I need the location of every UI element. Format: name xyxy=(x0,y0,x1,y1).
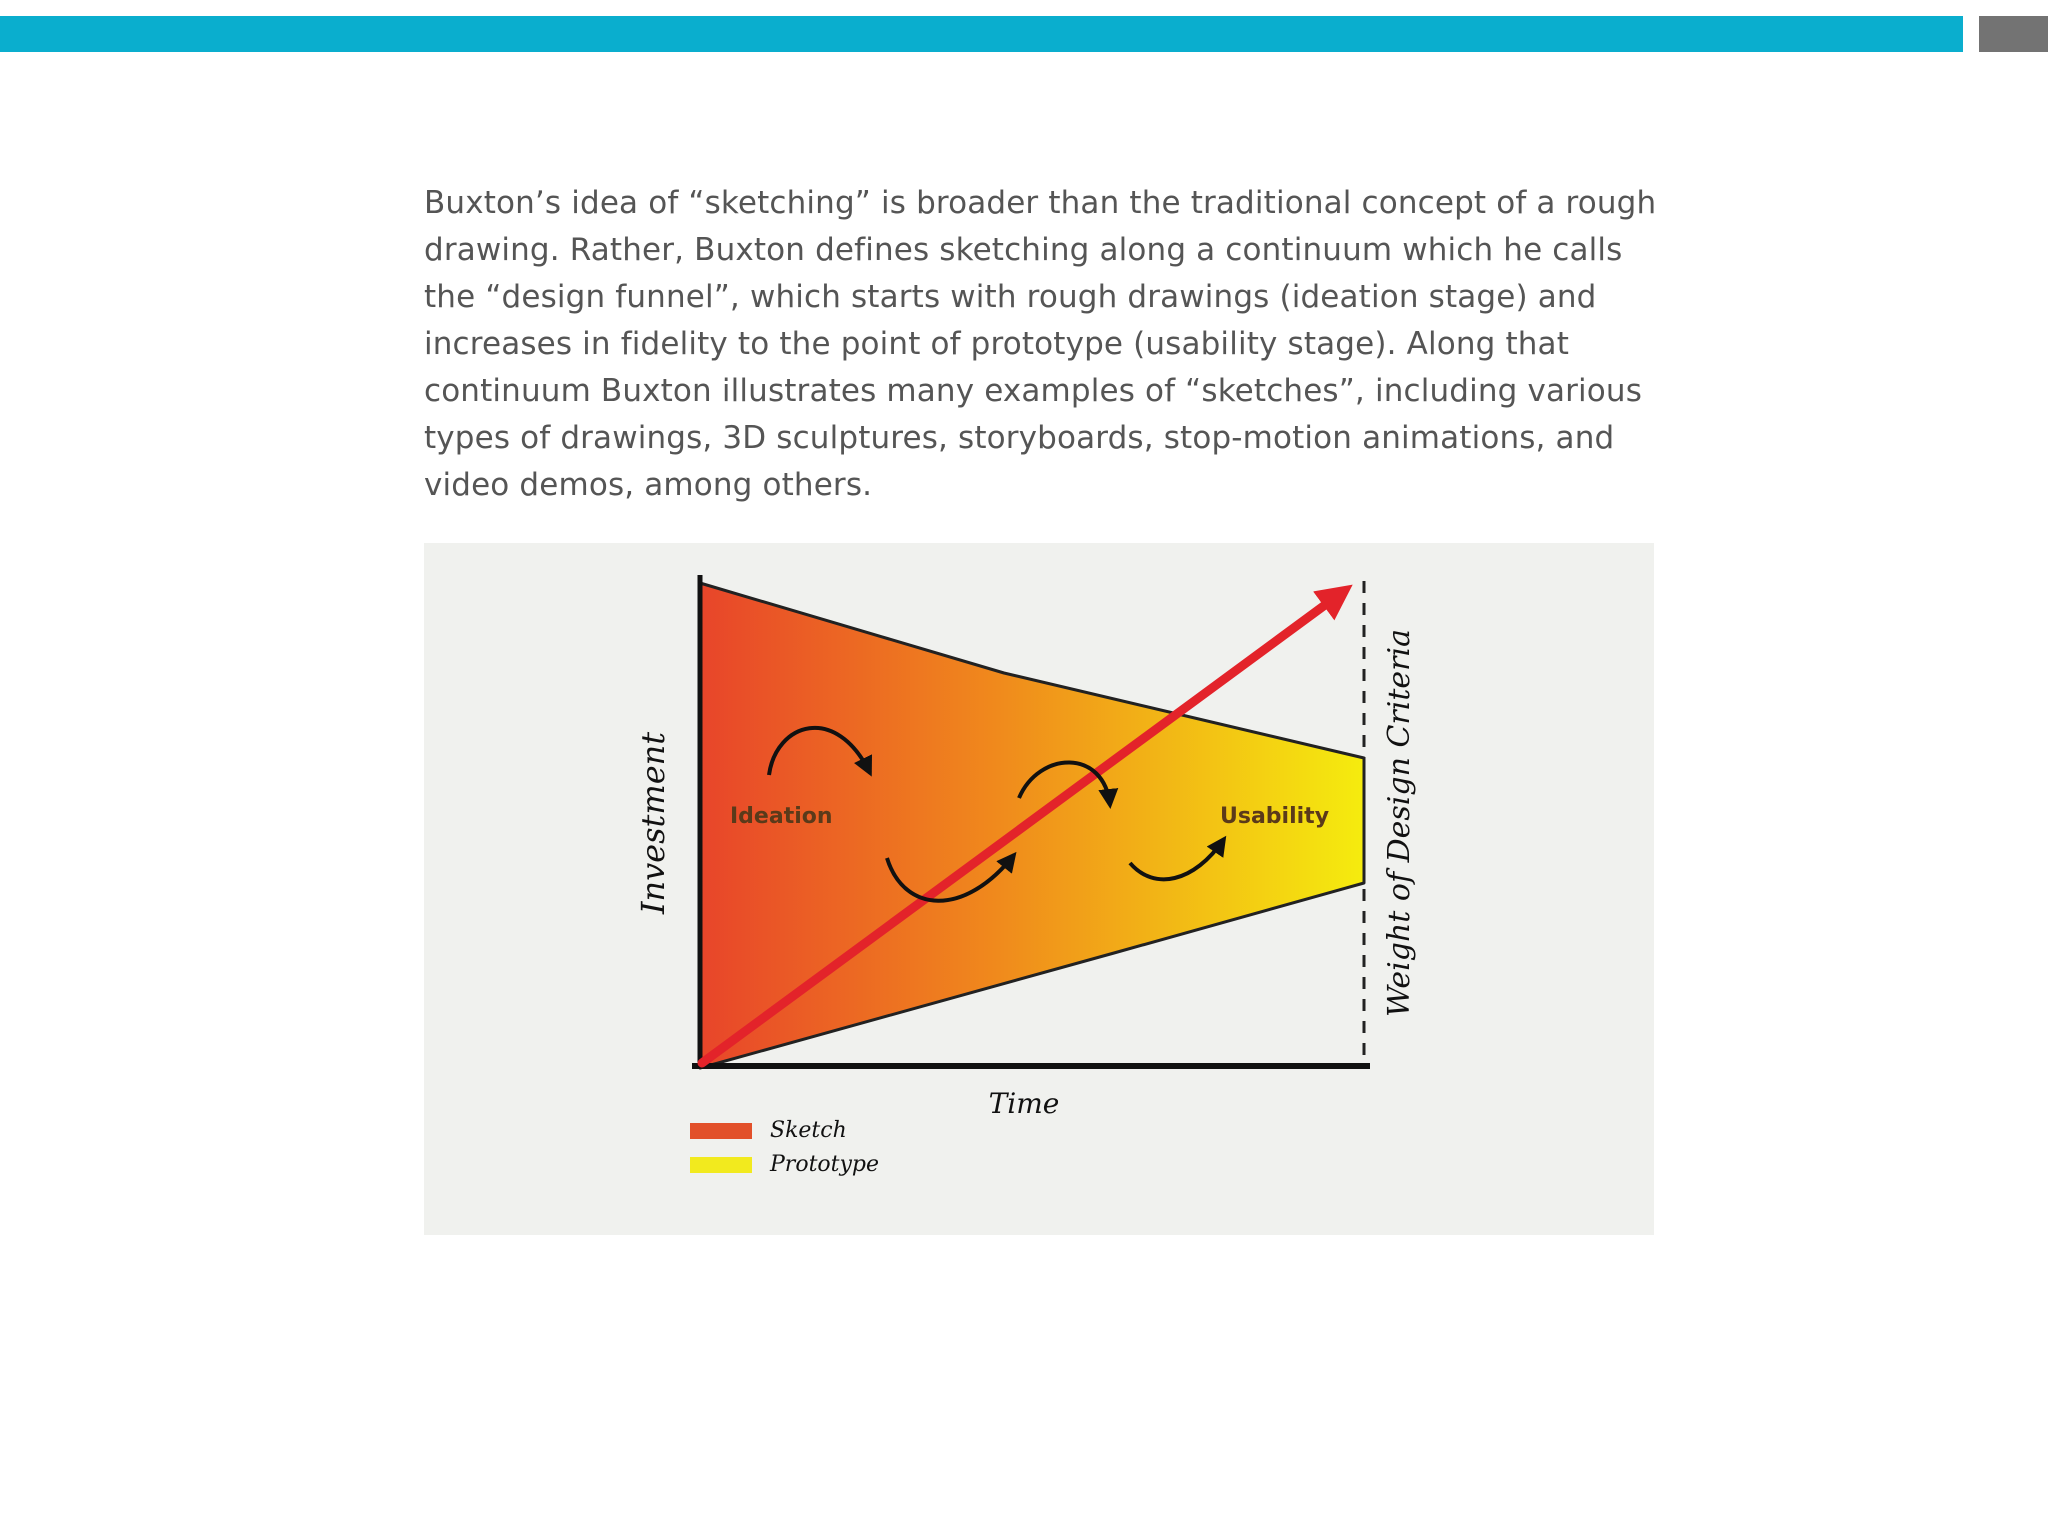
legend-label-sketch: Sketch xyxy=(770,1118,847,1143)
paragraph-line: Buxton’s idea of “sketching” is broader than the traditional concept of a rough xyxy=(424,185,1657,221)
right-axis-label: Weight of Design Criteria xyxy=(1382,629,1417,1017)
stage-label-ideation: Ideation xyxy=(730,804,833,829)
paragraph-line: continuum Buxton illustrates many examples of “sketches”, including various xyxy=(424,373,1642,409)
paragraph-line: drawing. Rather, Buxton defines sketching along a continuum which he calls xyxy=(424,232,1623,268)
y-axis-label: Investment xyxy=(634,731,672,915)
legend-swatch-prototype xyxy=(690,1157,752,1173)
stage-label-usability: Usability xyxy=(1220,804,1330,829)
paragraph-line: video demos, among others. xyxy=(424,467,873,503)
legend-label-prototype: Prototype xyxy=(770,1152,880,1177)
paragraph-line: types of drawings, 3D sculptures, storyboards, stop-motion animations, and xyxy=(424,420,1615,456)
header-accent-bar-end xyxy=(1979,16,2048,52)
header-accent-bar xyxy=(0,16,1963,52)
paragraph-line: increases in fidelity to the point of prototype (usability stage). Along that xyxy=(424,326,1570,362)
design-funnel-figure xyxy=(424,543,1654,1235)
x-axis-label: Time xyxy=(988,1087,1060,1120)
design-funnel-diagram xyxy=(424,543,1654,1235)
body-paragraph xyxy=(424,180,1657,509)
legend-swatch-sketch xyxy=(690,1123,752,1139)
paragraph-line: the “design funnel”, which starts with rough drawings (ideation stage) and xyxy=(424,279,1597,315)
